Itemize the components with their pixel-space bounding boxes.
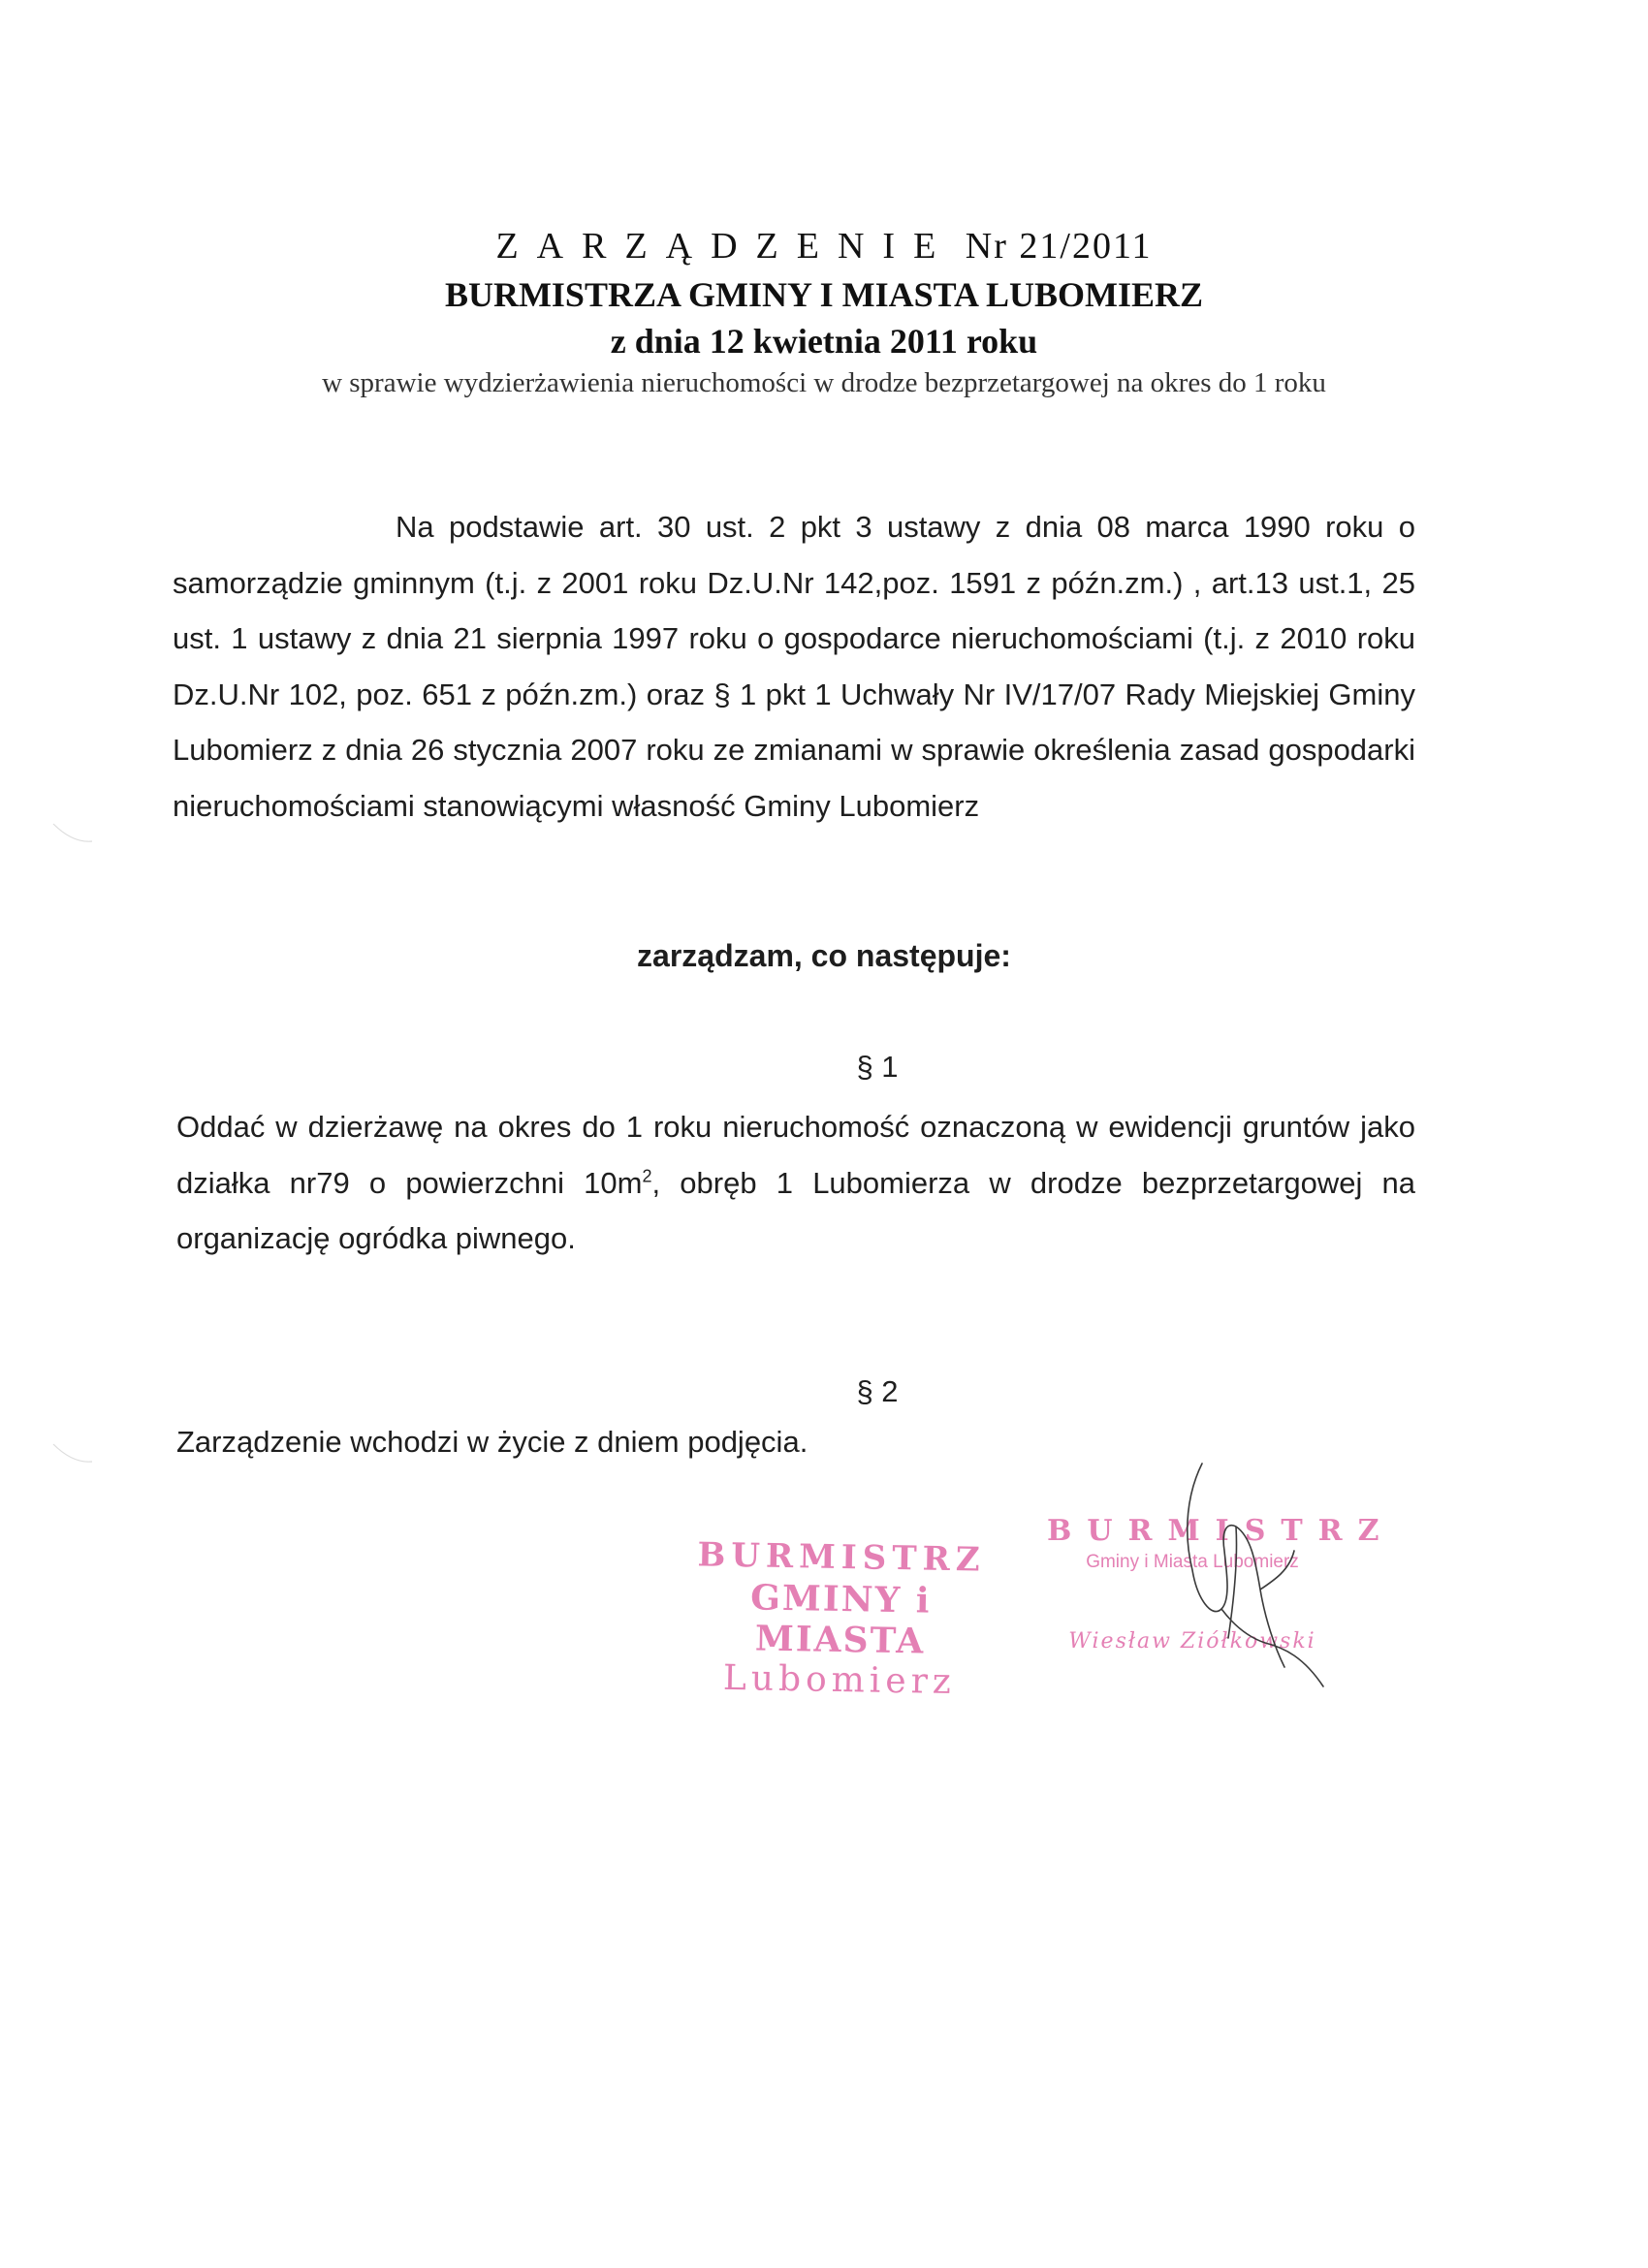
paragraph-1-text [176, 1099, 1415, 1267]
official-stamp-left [689, 1535, 993, 1702]
legal-basis-preamble: Na podstawie art. 30 ust. 2 pkt 3 ustawy z dnia 08 marca 1990 roku o samorządzie gminnym (t.j. z 2001 roku Dz.U.Nr 142,poz. 1591 z późn.zm.) , art.13 ust.1, 25 ust. 1 ustawy z dnia 21 sierpnia 1997 roku o gospodarce nieruchomościami (t.j. z 2010 roku Dz.U.Nr 102, poz. 651 z późn.zm.) oraz § 1 pkt 1 Uchwały Nr IV/17/07 Rady Miejskiej Gminy Lubomierz z dnia 26 stycznia 2007 roku ze zmianami w sprawie określenia zasad gospodarki nieruchomościami stanowiącymi własność Gminy Lubomierz [173, 510, 1415, 823]
scan-hole-mark-1 [48, 814, 97, 853]
paragraph-1-mark: § 1 [856, 1050, 899, 1084]
document-issuer: BURMISTRZA GMINY I MIASTA LUBOMIERZ [444, 275, 1204, 314]
stamp-left-line-2: GMINY i MIASTA [749, 1577, 932, 1662]
stamp-right-line-1: BURMISTRZ [1047, 1514, 1395, 1548]
paragraph-2-text: Zarządzenie wchodzi w życie z dniem podjęcia. [176, 1425, 808, 1459]
stamp-left-line-1: BURMISTRZ [697, 1535, 986, 1580]
paragraph-1-text-after: , obręb 1 Lubomierza w drodze bezprzetargowej na organizację ogródka piwnego. [176, 1165, 1415, 1255]
handwritten-signature [1168, 1454, 1343, 1696]
document-subject: w sprawie wydzierżawienia nieruchomości w drodze bezprzetargowej na okres do 1 roku [322, 367, 1326, 398]
decree-statement: zarządzam, co następuje: [637, 938, 1011, 973]
title-word: ZARZĄDZENIE [495, 226, 955, 267]
stamp-right-line-3: Wiesław Ziółkowski [1068, 1629, 1316, 1654]
document-date: z dnia 12 kwietnia 2011 roku [610, 322, 1038, 361]
paragraph-2-mark: § 2 [856, 1374, 899, 1408]
scan-hole-mark-2 [48, 1434, 97, 1473]
paragraph-1-text-before: Oddać w dzierżawę na okres do 1 roku nieruchomość oznaczoną w ewidencji gruntów jako działka nr79 o powierzchni 10m [176, 1110, 1415, 1200]
area-unit-superscript: 2 [642, 1166, 652, 1186]
title-number: Nr 21/2011 [965, 226, 1153, 267]
stamp-left-line-3: Lubomierz [722, 1657, 957, 1703]
document-title [0, 225, 1648, 268]
stamp-right-line-2: Gminy i Miasta Lubomierz [1086, 1552, 1299, 1572]
